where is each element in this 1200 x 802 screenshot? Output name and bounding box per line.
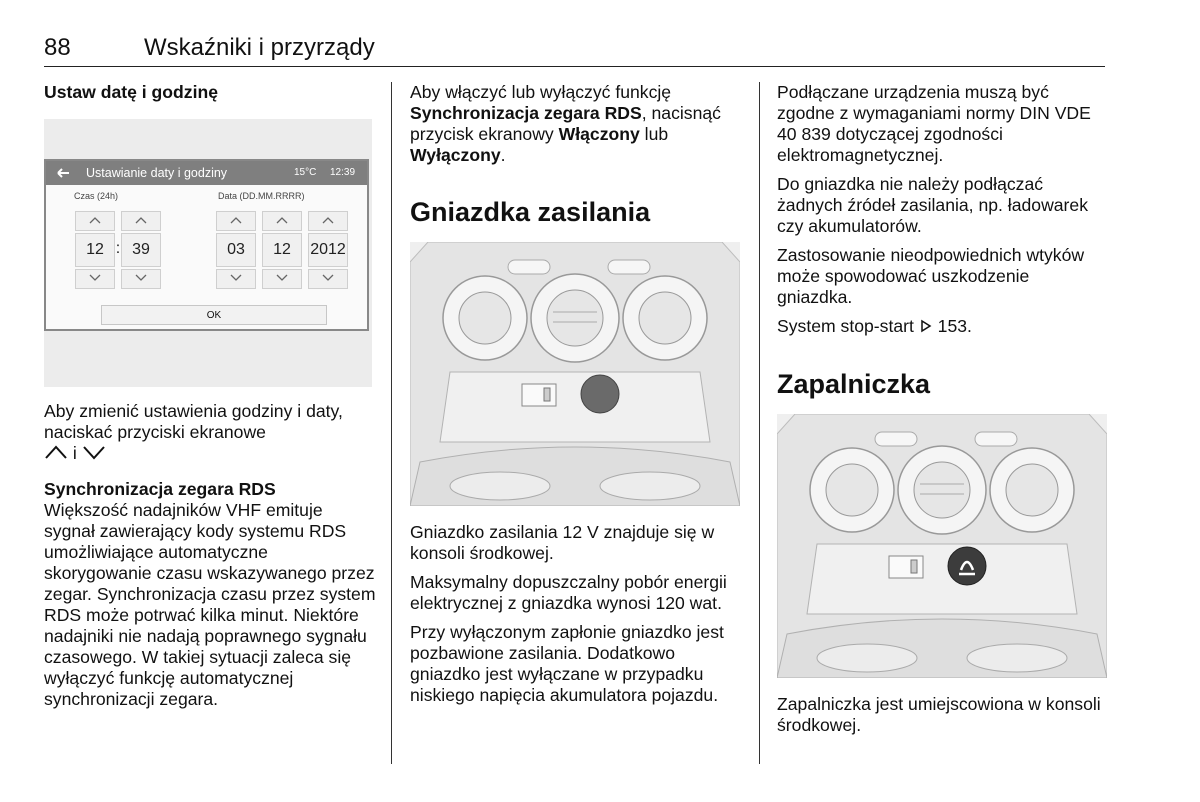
date-label: Data (DD.MM.RRRR): [218, 191, 305, 201]
chevron-up-icon: [44, 444, 68, 465]
minute-down-button: [121, 269, 161, 289]
outlet-paragraph-3: Przy wyłączonym zapłonie gniazdko jest pozbawione zasilania. Dodatkowo gniazdko jest wyłączane w przypadku niskiego napięcia akumulatora pojazdu.: [410, 622, 724, 705]
section-heading-date-time: Ustaw datę i godzinę: [44, 82, 219, 102]
page-reference-arrow-icon: [919, 317, 933, 338]
month-up-button: [262, 211, 302, 231]
lighter-paragraph: Zapalniczka jest umiejscowiona w konsoli środkowej.: [777, 693, 1101, 735]
section-heading-rds: Synchronizacja zegara RDS: [44, 478, 276, 499]
clock-readout: 12:39: [330, 167, 356, 178]
ok-button: OK: [101, 305, 327, 325]
warning-paragraph: Do gniazdka nie należy podłączać żadnych źródeł zasilania, np. ładowarek czy akumulatorów.: [777, 174, 1089, 236]
stop-start-page-ref: 153: [937, 316, 968, 336]
dialog-title: Ustawianie daty i godziny: [86, 166, 228, 180]
cigarette-lighter-illustration: [777, 414, 1107, 678]
rds-toggle-text: Aby włączyć lub wyłączyć funkcję: [410, 82, 672, 102]
stop-start-text: .: [967, 316, 972, 336]
rds-toggle-text: .: [500, 145, 506, 165]
instruction-text: Aby zmienić ustawienia godziny i daty, naciskać przyciski ekranowe: [44, 401, 343, 442]
time-label: Czas (24h): [74, 191, 119, 201]
dialog-title-bar: [46, 161, 367, 185]
on-button-name: Włączony: [558, 124, 640, 144]
rds-toggle-text: , nacisnąć przycisk ekranowy: [410, 103, 721, 144]
day-up-button: [216, 211, 256, 231]
back-icon: [54, 161, 72, 193]
column-divider: [759, 82, 760, 764]
hour-value: 12: [86, 241, 104, 258]
section-heading-cigarette-lighter: Zapalniczka: [777, 368, 931, 399]
instruction-conjunction: i: [68, 443, 82, 463]
outlet-paragraph-1: Gniazdko zasilania 12 V znajduje się w konsoli środkowej.: [410, 522, 715, 563]
day-value: 03: [227, 241, 245, 258]
instruction-paragraph: [44, 401, 376, 465]
stop-start-text: System stop-start: [777, 316, 919, 336]
chapter-title: Wskaźniki i przyrządy: [144, 34, 375, 61]
rds-toggle-text: lub: [639, 124, 669, 144]
column-3: [777, 82, 1107, 736]
rds-toggle-paragraph: [410, 82, 740, 166]
day-down-button: [216, 269, 256, 289]
year-down-button: [308, 269, 348, 289]
date-time-screen-illustration: [44, 119, 372, 387]
year-value: 2012: [310, 241, 346, 258]
rds-paragraph: Większość nadajników VHF emituje sygnał zawierający kody systemu RDS umożliwiające automatyczne skorygowanie czasu wskazywanego przez zegar. Synchronizacja czasu przez system RDS może potrwać kilka minut. Niektóre nadajniki nie nadają poprawnego sygnału czasowego. W takiej sytuacji zaleca się wyłączyć funkcję automatycznej synchronizacji zegara.: [44, 499, 376, 709]
month-down-button: [262, 269, 302, 289]
hour-down-button: [75, 269, 115, 289]
time-separator: :: [115, 240, 121, 257]
outlet-paragraph-2: Maksymalny dopuszczalny pobór energii elektrycznej z gniazdka wynosi 120 wat.: [410, 572, 727, 613]
minute-value: 39: [132, 241, 150, 258]
date-time-dialog: [44, 159, 369, 331]
stop-start-reference: [777, 316, 1107, 338]
damage-paragraph: Zastosowanie nieodpowiednich wtyków może spowodować uszkodzenie gniazdka.: [777, 245, 1085, 307]
minute-up-button: [121, 211, 161, 231]
column-2: [410, 82, 740, 706]
column-divider: [391, 82, 392, 764]
chevron-down-icon: [82, 444, 106, 465]
power-outlet-illustration: [410, 242, 740, 506]
temperature-readout: 15°C: [294, 167, 317, 178]
page-number: 88: [44, 34, 71, 61]
rds-function-name: Synchronizacja zegara RDS: [410, 103, 642, 123]
hour-up-button: [75, 211, 115, 231]
column-1: [44, 82, 376, 710]
page-header: [44, 34, 1105, 67]
compatibility-paragraph: Podłączane urządzenia muszą być zgodne z wymaganiami normy DIN VDE 40 839 dotyczącej zgodności elektromagnetycznej.: [777, 82, 1091, 165]
year-up-button: [308, 211, 348, 231]
month-value: 12: [273, 241, 291, 258]
section-heading-power-outlets: Gniazdka zasilania: [410, 197, 651, 227]
off-button-name: Wyłączony: [410, 145, 501, 165]
